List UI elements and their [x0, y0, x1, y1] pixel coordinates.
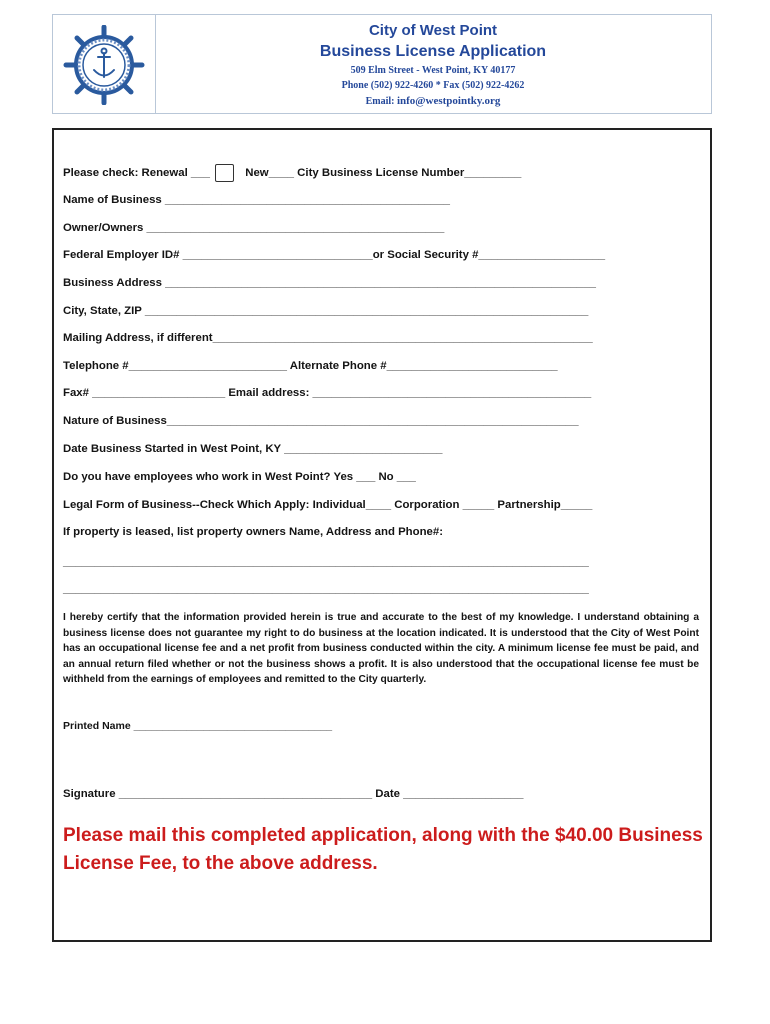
city-name: City of West Point: [368, 22, 498, 39]
renewal-checkbox[interactable]: [215, 164, 234, 182]
employees-question[interactable]: Do you have employees who work in West Point? Yes ___ No ___: [63, 471, 416, 483]
telephone-field[interactable]: Telephone #_________________________ Alternate Phone #___________________________: [63, 360, 558, 372]
logo-cell: [53, 15, 156, 113]
letterhead: [52, 14, 712, 114]
city-state-zip-field[interactable]: City, State, ZIP ______________________________________________________________________: [63, 305, 589, 317]
signature-date-field[interactable]: Signature ________________________________________ Date ___________________: [63, 788, 524, 800]
new-license-number-label: New____ City Business License Number_________: [245, 167, 522, 179]
federal-id-field[interactable]: Federal Employer ID# ______________________________or Social Security #____________________: [63, 249, 606, 261]
leased-property-line-2[interactable]: ___________________________________________________________________________________: [63, 583, 589, 595]
email-line: [155, 95, 711, 107]
phone-fax: Phone (502) 922-4260 * Fax (502) 922-4262: [341, 80, 525, 91]
owners-field[interactable]: Owner/Owners _______________________________________________: [63, 222, 445, 234]
city-address: 509 Elm Street - West Point, KY 40177: [350, 65, 516, 76]
legal-form-field[interactable]: Legal Form of Business--Check Which Apply: Individual____ Corporation _____ Partnership_____: [63, 499, 593, 511]
name-of-business-field[interactable]: Name of Business _____________________________________________: [63, 194, 450, 206]
email-link[interactable]: info@westpointky.org: [396, 95, 501, 107]
mailing-address-field[interactable]: Mailing Address, if different____________________________________________________________: [63, 332, 593, 344]
leased-property-prompt: If property is leased, list property owners Name, Address and Phone#:: [63, 526, 444, 538]
fax-email-field[interactable]: Fax# _____________________ Email address: ____________________________________________: [63, 387, 592, 399]
certification-statement: I hereby certify that the information provided herein is true and accurate to the best of my knowledge. I understand obtaining a business license does not guarantee my right to do business at the location indicated. It is understood that the City of West Point has an occupational license fee and a net profit from business conducted within the city. A minimum license fee must be paid, and an annual return filed whether or not the business shows a profit. It is also understood that the occupational license fee must be withheld from the earnings of employees and remitted to the City quarterly.: [63, 612, 699, 686]
business-address-field[interactable]: Business Address ____________________________________________________________________: [63, 277, 596, 289]
form-title: Business License Application: [319, 43, 547, 60]
printed-name-field[interactable]: Printed Name __________________________________: [63, 720, 333, 732]
mailing-notice: Please mail this completed application, along with the $40.00 Business License Fee, to the above address.: [63, 825, 703, 874]
date-started-field[interactable]: Date Business Started in West Point, KY _________________________: [63, 443, 443, 455]
leased-property-line-1[interactable]: ___________________________________________________________________________________: [63, 556, 589, 568]
nature-of-business-field[interactable]: Nature of Business_________________________________________________________________: [63, 415, 579, 427]
license-type-line: [63, 164, 521, 182]
ship-wheel-seal-icon: [63, 25, 145, 105]
email-label: Email:: [365, 96, 395, 107]
renewal-label: Please check: Renewal ___: [63, 167, 210, 179]
